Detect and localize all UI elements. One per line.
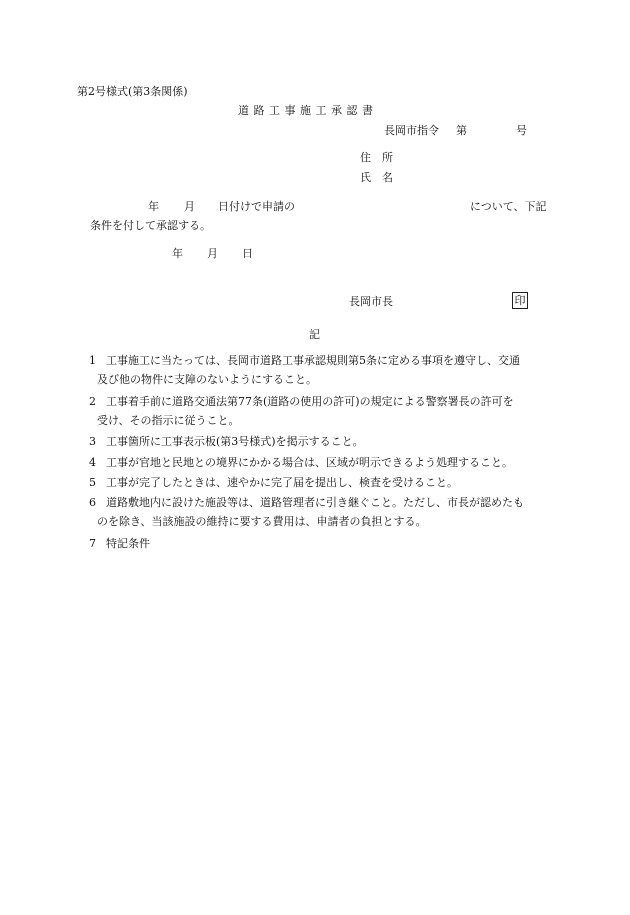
condition-number: 5 [89,476,96,489]
condition-item [89,497,539,527]
condition-text: 工事が完了したときは、速やかに完了届を提出し、検査を受けること。 [106,476,458,489]
application-about: について、下記 [470,200,547,213]
doc-number-go: 号 [516,124,527,137]
condition-text: 工事が官地と民地との境界にかかる場合は、区域が明示できるよう処理すること。 [106,456,513,469]
condition-text: 道路敷地内に設けた施設等は、道路管理者に引き継ぐこと。ただし、市長が認めたも [106,496,524,509]
address-label: 住 所 [360,151,393,164]
condition-number: 1 [89,354,96,367]
ki-heading: 記 [309,328,320,341]
condition-text: 受け、その指示に従うこと。 [97,414,240,427]
document-title: 道路工事施工承認書 [238,104,378,117]
form-number: 第2号様式(第3条関係) [77,85,188,98]
condition-number: 7 [89,537,96,550]
condition-number: 4 [89,456,96,469]
application-year: 年 [148,200,159,213]
condition-item [89,457,539,468]
condition-number: 6 [89,496,96,509]
approval-day: 日 [242,247,253,260]
condition-item [89,477,539,488]
condition-text: 及び他の物件に支障のないようにすること。 [97,373,317,386]
condition-item [89,436,539,447]
seal-mark: 印 [512,292,528,309]
approval-month: 月 [207,247,218,260]
application-month: 月 [184,200,195,213]
condition-number: 2 [89,395,96,408]
condition-text: 工事着手前に道路交通法第77条(道路の使用の許可)の規定による警察署長の許可を [106,395,514,408]
condition-text: 特記条件 [106,537,150,550]
name-label: 氏 名 [360,171,393,184]
doc-number-prefix: 長岡市指令 [384,124,439,137]
doc-number-dai: 第 [456,124,467,137]
condition-item [89,355,539,385]
application-continuation: 条件を付して承認する。 [90,219,211,232]
condition-item [89,538,539,549]
condition-number: 3 [89,435,96,448]
approval-year: 年 [172,247,183,260]
condition-text: のを除き、当該施設の維持に要する費用は、申請者の負担とする。 [97,515,427,528]
mayor-label: 長岡市長 [349,295,393,308]
condition-text: 工事箇所に工事表示板(第3号様式)を掲示すること。 [106,435,364,448]
condition-text: 工事施工に当たっては、長岡市道路工事承認規則第5条に定める事項を遵守し、交通 [106,354,520,367]
condition-item [89,396,539,426]
application-day-text: 日付けで申請の [218,200,295,213]
